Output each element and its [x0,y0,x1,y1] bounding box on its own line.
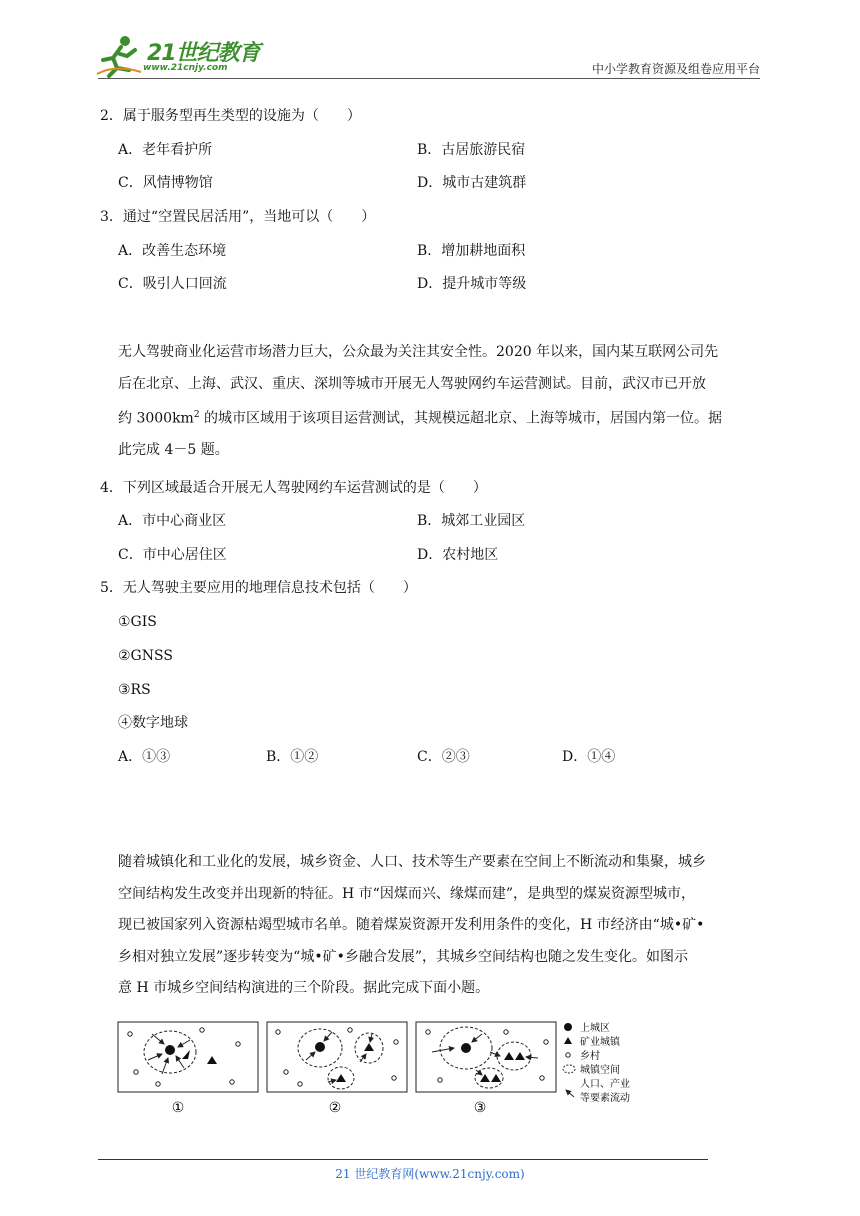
passage1-line4: 此完成 4－5 题。 [118,442,229,459]
passage1-line3 [118,400,758,435]
q2-option-c: C．风情博物馆 [118,175,213,191]
q2-option-a: A．老年看护所 [118,142,213,158]
legend-village: 乡村 [580,1051,600,1062]
q5-item-4: ④数字地球 [118,715,188,731]
q5-option-b: B．①② [266,749,319,765]
legend-town-space-icon [563,1065,575,1073]
passage1-line2: 后在北京、上海、武汉、重庆、深圳等城市开展无人驾驶网约车运营测试。目前，武汉市已开放 [118,375,706,392]
legend-flow-line1: 人口、产业 [580,1079,630,1090]
footer-site-link[interactable]: 21 世纪教育网(www.21cnjy.com) [335,1167,525,1181]
q5-item-1: ①GIS [118,614,157,630]
question-2-stem: 2．属于服务型再生类型的设施为（ ） [100,108,361,124]
q4-option-b: B．城郊工业园区 [417,513,526,529]
passage1-line1: 无人驾驶商业化运营市场潜力巨大，公众最为关注其安全性。2020 年以来，国内某互联网公司先 [118,344,719,360]
passage1-line3-pre: 约 3000km [118,410,194,427]
passage-urban-rural-structure [118,847,758,1005]
passage-autonomous-driving [118,337,758,467]
figure-legend [563,1021,630,1104]
legend-flow-arrow-icon [566,1090,574,1097]
q5-option-a: A．①③ [118,749,171,765]
question-4-stem: 4．下列区域最适合开展无人驾驶网约车运营测试的是（ ） [100,480,487,496]
stage-label-2: ② [328,1100,342,1116]
passage2-line1: 随着城镇化和工业化的发展，城乡资金、人口、技术等生产要素在空间上不断流动和集聚，城乡 [118,854,706,870]
legend-urban-district-icon [564,1023,572,1031]
q4-option-a: A．市中心商业区 [118,513,227,529]
q4-option-c: C．市中心居住区 [118,547,227,563]
legend-town-space: 城镇空间 [580,1065,620,1076]
urban-rural-structure-figure [110,1012,650,1118]
q5-item-2: ②GNSS [118,648,173,664]
q3-option-c: C．吸引人口回流 [118,276,227,292]
q3-option-d: D．提升城市等级 [417,276,527,292]
legend-mining-town: 矿业城镇 [580,1037,620,1048]
runner-logo-icon [95,34,145,78]
question-3-stem: 3．通过“空置民居活用”，当地可以（ ） [100,209,376,225]
q5-item-3: ③RS [118,682,151,698]
q4-option-d: D．农村地区 [417,547,499,563]
passage2-line3: 现已被国家列入资源枯竭型城市名单。随着煤炭资源开发利用条件的变化，H 市经济由“城•矿• [118,917,705,933]
stage-3-panel [416,1022,556,1092]
footer-divider [98,1159,708,1160]
stage-label-3: ③ [473,1100,487,1116]
stage-1-panel [118,1022,258,1092]
passage2-line5: 意 H 市城乡空间结构演进的三个阶段。据此完成下面小题。 [118,980,490,996]
question-5-stem: 5．无人驾驶主要应用的地理信息技术包括（ ） [100,580,417,596]
passage2-line2: 空间结构发生改变并出现新的特征。H 市“因煤而兴、缘煤而建”，是典型的煤炭资源型城市， [118,885,695,902]
header-platform-title: 中小学教育资源及组卷应用平台 [591,62,760,76]
logo-url: www.21cnjy.com [143,63,228,73]
q5-option-d: D．①④ [562,749,616,765]
header-divider [98,78,760,79]
q5-option-c: C．②③ [417,749,470,765]
q2-option-d: D．城市古建筑群 [417,175,527,191]
q3-option-b: B．增加耕地面积 [417,243,526,259]
legend-village-icon [566,1053,570,1057]
legend-mining-town-icon [564,1037,572,1044]
legend-urban-district: 上城区 [580,1023,610,1034]
mining-town-marker [207,1056,217,1064]
q3-option-a: A．改善生态环境 [118,243,227,259]
stage-2-panel [267,1022,407,1092]
legend-flow-line2: 等要素流动 [580,1093,630,1104]
passage2-line4: 乡相对独立发展”逐步转变为“城•矿•乡融合发展”，其城乡空间结构也随之发生变化。如图示 [118,948,688,965]
passage1-line3-sup: 2 [193,410,200,420]
passage1-line3-post: 的城市区域用于该项目运营测试，其规模远超北京、上海等城市，居国内第一位。据 [199,410,723,427]
urban-district-marker [165,1045,175,1055]
logo-text: 21世纪教育 [147,41,260,66]
stage-label-1: ① [171,1100,185,1116]
q2-option-b: B．古居旅游民宿 [417,142,526,158]
site-logo [95,34,265,80]
